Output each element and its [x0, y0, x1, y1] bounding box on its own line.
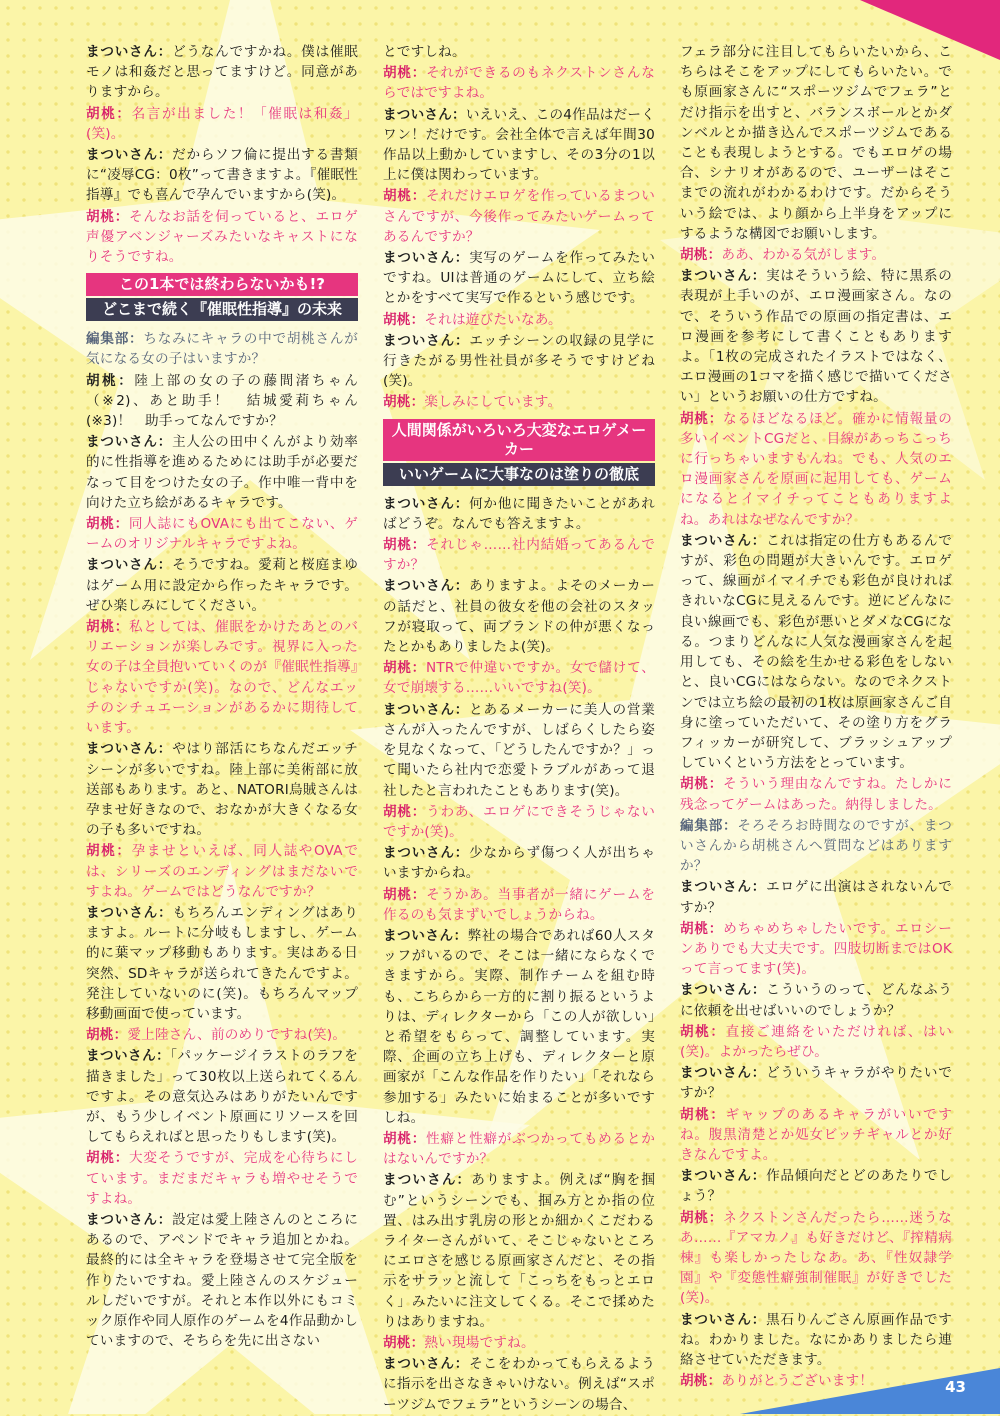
speaker-name: 胡桃： [383, 1334, 425, 1351]
dialogue-line [86, 42, 358, 103]
dialogue-line [383, 1333, 655, 1353]
speaker-name: 編集部： [86, 331, 144, 348]
dialogue-line [383, 802, 655, 842]
dialogue-text: エッチシーンの収録の見学に行きたがる男性社員が多そうですけどね(笑)。 [383, 332, 655, 390]
dialogue-text: ありますよ。よそのメーカーの話だと、社員の彼女を他の会社のスタッフが寝取って、両ブランドの仲が悪くなったとかもありましたよ(笑)。 [383, 578, 656, 656]
speaker-name: まついさん： [86, 1211, 173, 1228]
speaker-name: まついさん： [383, 495, 470, 512]
speaker-name: まついさん： [383, 250, 470, 267]
dialogue-line [680, 531, 952, 773]
dialogue-line [680, 1371, 952, 1391]
column-3 [680, 42, 952, 1392]
dialogue-line [383, 658, 655, 698]
column-3-body [680, 42, 952, 1391]
section-heading-2-line2: いいゲームに大事なのは塗りの徹底 [383, 463, 655, 486]
dialogue-line [680, 774, 952, 814]
dialogue-line [86, 1046, 358, 1147]
dialogue-text: 実写のゲームを作ってみたいですね。UIは普通のゲームにして、立ち絵とかをすべて実写で作るという感じです。 [383, 250, 656, 307]
dialogue-text: 名言が出ました！「催眠は和姦」(笑)。 [86, 105, 359, 142]
speaker-name: まついさん： [383, 1356, 470, 1373]
dialogue-line [383, 63, 655, 103]
dialogue-text: 実はそういう絵、特に黒系の表現が上手いのが、エロ漫画家さん。なので、そういう作品での原画の指定書は、エロ漫画を参考にして書くこともありますよ。「1枚の完成されたイラストではなく、エロ漫画の1コマを描く感じで描いてください」というお願いの仕方ですね。 [680, 268, 953, 406]
dialogue-line [383, 1354, 655, 1415]
dialogue-text: 陸上部の女の子の藤間渚ちゃん（※2)、あと助手！ 結城愛莉ちゃん(※3)！ 助手ってなんですか？ [86, 372, 358, 430]
speaker-name: まついさん： [86, 557, 173, 574]
dialogue-line [86, 104, 358, 144]
dialogue-line [86, 1025, 358, 1045]
dialogue-line [383, 926, 655, 1128]
dialogue-text: 主人公の田中くんがより効率的に性指導を進めるためには助手が必要だなって目をつけた女の子。作中唯一背中を向けた立ち絵があるキャラです。 [86, 434, 359, 511]
speaker-name: まついさん： [383, 1172, 472, 1189]
column-2 [383, 42, 655, 1416]
speaker-name: 胡桃： [680, 410, 724, 427]
dialogue-text: ギャップのあるキャラがいいですね。腹黒清楚とか処女ビッチギャルとか好きなんですよ。 [680, 1106, 953, 1163]
speaker-name: まついさん： [86, 434, 173, 451]
dialogue-text: 楽しみにしています。 [424, 394, 562, 411]
dialogue-line [86, 432, 358, 513]
dialogue-text: それだけエロゲを作っているまついさんですが、今後作ってみたいゲームってあるんですか？ [383, 188, 656, 245]
dialogue-line [383, 1170, 655, 1332]
section-heading-1-line2: どこまで続く『催眠性指導』の未来 [86, 298, 358, 321]
dialogue-text: なるほどなるほど。確かに情報量の多いイベントCGだと、目線があっちこっちに行っちゃいますもんね。でも、人気のエロ漫画家さんを原画に起用しても、ゲームになるとイマイチってこともありますよね。あれはなぜなんですか？ [680, 410, 953, 528]
dialogue-text: そろそろお時間なのですが、まついさんから胡桃さんへ質問などはありますか？ [680, 817, 953, 875]
dialogue-text: 黒石りんごさん原画作品ですね。わかりました。なにかありましたら連絡させていただきます。 [680, 1311, 953, 1368]
dialogue-line [680, 42, 952, 244]
speaker-name: 胡桃： [86, 372, 135, 389]
speaker-name: 胡桃： [86, 105, 132, 122]
dialogue-line [680, 245, 952, 265]
dialogue-text: ああ、わかる気がします。 [721, 247, 886, 264]
dialogue-line [86, 841, 358, 902]
speaker-name: 胡桃： [383, 537, 427, 554]
dialogue-text: それは遊びたいなあ。 [424, 311, 562, 328]
dialogue-line [680, 1063, 952, 1103]
speaker-name: まついさん： [383, 845, 470, 862]
column-1-intro [86, 42, 358, 267]
dialogue-text: こういうのって、どんなふうに依頼を出せばいいのでしょうか？ [680, 982, 952, 1019]
dialogue-line [383, 310, 655, 330]
dialogue-text: いえいえ、この4作品はだーくワン！だけです。会社全体で言えば年間30作品以上動かしていますし、その3分の1以上に僕は関わっています。 [383, 106, 655, 184]
dialogue-text: そんなお話を伺っていると、エロゲ声優アベンジャーズみたいなキャストになりそうですね。 [86, 208, 359, 266]
dialogue-line [680, 409, 952, 530]
dialogue-text: それじゃ……社内結婚ってあるんですか？ [383, 537, 655, 574]
dialogue-text: 作品傾向だとどのあたりでしょう？ [680, 1168, 953, 1205]
speaker-name: まついさん： [86, 741, 173, 758]
page-number: 43 [945, 1378, 966, 1396]
dialogue-text: 孕ませといえば、同人誌やOVAでは、シリーズのエンディングはまだないですよね。ゲームではどうなんですか？ [86, 843, 358, 900]
dialogue-line [383, 186, 655, 247]
dialogue-text: 愛上陸さん、前のめりですね(笑)。 [127, 1027, 347, 1044]
speaker-name: 胡桃： [86, 843, 132, 860]
column-1 [86, 42, 358, 1352]
speaker-name: 胡桃： [680, 1023, 726, 1040]
dialogue-line [86, 514, 358, 554]
dialogue-text: これは指定の仕方もあるんですが、彩色の問題が大きいんです。エロゲって、線画がイマイチでも彩色が良ければきれいなCGに見えるんです。逆にどんなに良い線画でも、彩色が悪いとダメなCGになる。つまりどんなに人気な漫画家さんを起用しても、その絵を生かせる彩色をしないと、良いCGにはならない。なのでネクストンでは立ち絵の最初の1枚は原画家さんご自身に塗っていただいて、その塗り方をグラフィッカーが研究して、ブラッシュアップしていくという方法をとっています。 [680, 532, 953, 772]
speaker-name: まついさん： [383, 106, 466, 123]
speaker-name: まついさん： [383, 578, 470, 595]
dialogue-line [383, 535, 655, 575]
dialogue-line [680, 1105, 952, 1166]
speaker-name: まついさん： [383, 701, 470, 718]
dialogue-line [383, 885, 655, 925]
dialogue-text: 直接ご連絡をいただければ、はい(笑)。よかったらぜひ。 [680, 1023, 953, 1060]
dialogue-line [680, 1208, 952, 1309]
dialogue-line [680, 980, 952, 1020]
speaker-name: まついさん： [680, 1311, 767, 1328]
speaker-name: 胡桃： [680, 1373, 722, 1390]
speaker-name: 胡桃： [383, 886, 427, 903]
dialogue-text: 大変そうですが、完成を心待ちにしています。まだまだキャラも増やせそうですよね。 [86, 1150, 359, 1207]
dialogue-line [383, 494, 655, 534]
speaker-name: 胡桃： [383, 660, 427, 677]
speaker-name: 胡桃： [383, 188, 427, 205]
speaker-name: まついさん： [680, 1065, 767, 1082]
dialogue-line [680, 1022, 952, 1062]
dialogue-text: 設定は愛上陸さんのところにあるので、アペンドでキャラ追加とかね。最終的には全キャラを登場させて完全版を作りたいですね。愛上陸さんのスケジュールしだいですが。それと本作以外にもコミック原作や同人原作のゲームを4作品動かしていますので、そちらを先に出さない [86, 1211, 359, 1350]
dialogue-text: ちなみにキャラの中で胡桃さんが気になる女の子はいますか？ [86, 331, 359, 368]
speaker-name: 胡桃： [680, 1106, 726, 1123]
speaker-name: まついさん： [383, 332, 470, 349]
dialogue-line [86, 739, 358, 840]
dialogue-line [383, 331, 655, 392]
dialogue-line [86, 1210, 358, 1351]
dialogue-line [86, 329, 358, 369]
dialogue-text: 熱い現場ですね。 [424, 1334, 535, 1351]
speaker-name: まついさん： [680, 268, 767, 285]
speaker-name: まついさん： [86, 904, 173, 921]
dialogue-text: エロゲに出演はされないんですか？ [680, 879, 953, 916]
dialogue-line [86, 617, 358, 738]
speaker-name: 胡桃： [680, 920, 724, 937]
dialogue-line [680, 816, 952, 877]
section-heading-1 [86, 273, 358, 321]
dialogue-line [86, 145, 358, 206]
dialogue-text: それができるのもネクストンさんならではですよね。 [383, 65, 655, 102]
dialogue-text: そうですね。愛莉と桜庭まゆはゲーム用に設定から作ったキャラです。ぜひ楽しみにしてください。 [86, 557, 359, 614]
dialogue-line [383, 576, 655, 657]
section-heading-2-line1: 人間関係がいろいろ大変なエロゲメーカー [383, 419, 655, 461]
speaker-name: まついさん： [86, 147, 173, 164]
section-heading-1-line1: この1本では終わらないかも!? [86, 273, 358, 296]
dialogue-text: めちゃめちゃしたいです。エロシーンありでも大丈夫です。四肢切断まではOKって言ってます(笑)。 [680, 920, 952, 978]
dialogue-text: ありがとうございます！ [721, 1373, 874, 1390]
speaker-name: まついさん： [680, 982, 767, 999]
dialogue-line [86, 1148, 358, 1209]
dialogue-line [383, 1129, 655, 1169]
dialogue-text: うわあ、エロゲにできそうじゃないですか(笑)。 [383, 803, 655, 840]
speaker-name: 胡桃： [86, 516, 129, 533]
dialogue-line [86, 371, 358, 432]
dialogue-line [383, 843, 655, 883]
dialogue-text: 弊社の場合であれば60人スタッフがいるので、そこは一緒にならなくできますから。実際、制作チームを組む時も、こちらから一方的に割り振るというよりは、ディレクターから「この人が欲しい」と希望をもらって、調整しています。実際、企画の立ち上げも、ディレクターと原画家が「こんな作品を作りたい」「それなら参加する」みたいに始まることが多いですしね。 [383, 927, 655, 1126]
column-2-body [383, 494, 655, 1415]
speaker-name: まついさん： [86, 1048, 171, 1065]
dialogue-text: とあるメーカーに美人の営業さんが入ったんですが、しばらくしたら姿を見なくなって、「どうしたんですか？」って聞いたら社内で恋愛トラブルがあって退社したと言われたこともあります(笑)。 [383, 701, 656, 799]
speaker-name: 胡桃： [383, 311, 425, 328]
dialogue-text: フェラ部分に注目してもらいたいから、こちらはそこをアップにしてもらいたい。でも原画家さんに“スポーツジムでフェラ”とだけ指示を出すと、バランスボールとかダンベルとか描き込んでスポーツジムであることも表現しようとする。でもエロゲの場合、シナリオがあるので、ユーザーはそこまでの流れがわかるわけです。だからそういう絵では、より顔から上半身をアップにするような構図でお願いします。 [680, 44, 952, 242]
dialogue-text: ネクストンさんだったら……迷うなあ……『アマカノ』も好きだけど、『搾精病棟』も楽しかったしなあ。あ、『性奴隷学園』や『変態性癖強制催眠』が好きでした(笑)。 [680, 1209, 952, 1307]
dialogue-text: ありますよ。例えば“胸を掴む”というシーンでも、掴み方とか指の位置、はみ出す乳房の形とか細かくこだわるライターさんがいて、そこじゃないところにエロさを感じる原画家さんだと、その指示をサラッと流して「こっちをもっとエロく」みたいに注文してくる。そこで揉めたりはありますね。 [383, 1172, 655, 1330]
speaker-name: まついさん： [383, 927, 468, 944]
dialogue-line [383, 42, 655, 62]
speaker-name: 胡桃： [680, 247, 722, 264]
speaker-name: まついさん： [680, 1168, 767, 1185]
dialogue-text: やはり部活にちなんだエッチシーンが多いですね。陸上部に美術部に放送部もあります。あと、NATORI烏賊さんは孕ませ好きなので、おなかが大きくなる女の子も多いですね。 [86, 741, 359, 839]
speaker-name: 胡桃： [383, 65, 427, 82]
speaker-name: 胡桃： [680, 776, 724, 793]
dialogue-text: どういうキャラがやりたいですか？ [680, 1065, 953, 1102]
column-1-body [86, 329, 358, 1351]
dialogue-text: そういう理由なんですね。たしかに残念ってゲームはあった。納得しました。 [680, 776, 953, 813]
dialogue-line [86, 207, 358, 268]
speaker-name: 編集部： [680, 817, 738, 834]
dialogue-line [383, 248, 655, 309]
speaker-name: 胡桃： [383, 1130, 427, 1147]
dialogue-text: そこをわかってもらえるように指示を出さなきゃいけない。例えば“スポーツジムでフェラ”というシーンの場合、 [383, 1356, 656, 1413]
speaker-name: 胡桃： [383, 394, 425, 411]
speaker-name: 胡桃： [86, 1027, 128, 1044]
speaker-name: まついさん： [86, 44, 173, 60]
dialogue-text: とですしね。 [383, 44, 466, 60]
dialogue-line [680, 919, 952, 980]
speaker-name: 胡桃： [86, 208, 130, 225]
speaker-name: 胡桃： [86, 1150, 130, 1167]
dialogue-text: だからソフ倫に提出する書類に“凌辱CG：0枚”って書きますよ。『催眠性指導』でも喜んで孕んでいますから(笑)。 [86, 147, 359, 204]
dialogue-line [680, 877, 952, 917]
dialogue-line [86, 555, 358, 616]
dialogue-text: 「パッケージイラストのラフを描きました」って30枚以上送られてくるんですよ。その意気込みはありがたいんですが、もう少しイベント原画にリソースを回してもらえればと思ったりもします(笑)。 [86, 1048, 359, 1146]
dialogue-text: どうなんですかね。僕は催眠モノは和姦だと思ってますけど。同意がありますから。 [86, 44, 359, 101]
dialogue-line [680, 1310, 952, 1371]
dialogue-line [86, 903, 358, 1024]
column-2-intro [383, 42, 655, 413]
dialogue-line [383, 392, 655, 412]
dialogue-text: NTRで仲違いですか。女で儲けて、女で崩壊する……いいですね(笑)。 [383, 660, 655, 697]
dialogue-line [680, 1166, 952, 1206]
dialogue-text: 私としては、催眠をかけたあとのバリエーションが楽しみです。視界に入った女の子は全員抱いていくのが『催眠性指導』じゃないですか(笑)。なので、どんなエッチのシチュエーションがあるかに期待しています。 [86, 619, 359, 737]
dialogue-text: 何か他に聞きたいことがあればどうぞ。なんでも答えますよ。 [383, 495, 656, 532]
speaker-name: 胡桃： [680, 1209, 724, 1226]
speaker-name: 胡桃： [86, 619, 130, 636]
dialogue-line [383, 105, 655, 186]
dialogue-text: 少なからず傷つく人が出ちゃいますからね。 [383, 845, 656, 882]
dialogue-text: 性癖と性癖がぶつかってもめるとかはないんですか？ [383, 1130, 656, 1168]
dialogue-text: 同人誌にもOVAにも出てこない、ゲームのオリジナルキャラですよね。 [86, 516, 358, 553]
speaker-name: まついさん： [680, 879, 767, 896]
dialogue-line [680, 266, 952, 407]
section-heading-2 [383, 419, 655, 486]
speaker-name: 胡桃： [383, 803, 427, 820]
dialogue-line [383, 700, 655, 801]
speaker-name: まついさん： [680, 532, 767, 549]
dialogue-text: そうかあ。当事者が一緒にゲームを作るのも気まずいでしょうからね。 [383, 886, 655, 923]
dialogue-text: もちろんエンディングはありますよ。ルートに分岐もしますし、ゲーム的に葉マップ移動もあります。実はある日突然、SDキャラが送られてきたんですよ。発注していないのに(笑)。もちろんマップ移動画面で使っています。 [86, 904, 358, 1022]
